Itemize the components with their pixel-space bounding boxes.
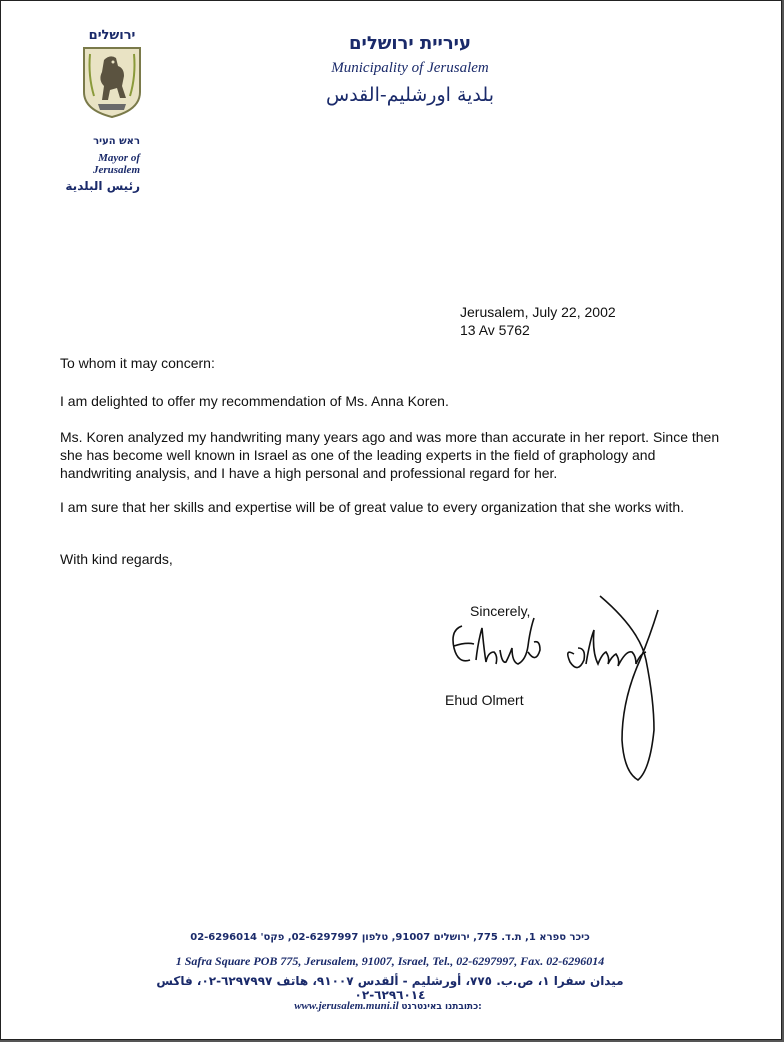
letter-date xyxy=(460,303,616,339)
mayor-title-line1: Mayor of xyxy=(98,152,140,164)
signer-name: Ehud Olmert xyxy=(445,692,524,708)
mayor-title-arabic: رئيس البلدية xyxy=(65,179,140,193)
footer-address-hebrew: כיכר ספרא 1, ת.ד. 775, ירושלים 91007, טלפון 02-6297997, פקס' 02-6296014 xyxy=(190,932,590,943)
municipality-title-hebrew: עיריית ירושלים xyxy=(349,33,471,54)
website-label-hebrew: כתובתנו באינטרנט: xyxy=(401,1002,482,1012)
handwritten-signature xyxy=(440,590,700,790)
municipality-title-arabic: بلدية اورشليم-القدس xyxy=(326,84,494,106)
date-hebrew: 13 Av 5762 xyxy=(460,322,530,338)
footer-website xyxy=(120,1000,660,1012)
sincerely-text: Sincerely, xyxy=(470,603,531,619)
paragraph-background: Ms. Koren analyzed my handwriting many years ago and was more than accurate in her report. Since then she has become well known in Israel as one of the leading experts in the field of graphology and handwriting analysis, and I have a high personal and professional regard for her. xyxy=(60,429,720,481)
lion-shield-icon xyxy=(80,46,144,118)
date-gregorian: Jerusalem, July 22, 2002 xyxy=(460,304,616,320)
paragraph-recommendation: I am delighted to offer my recommendation of Ms. Anna Koren. xyxy=(60,393,449,409)
paragraph-value: I am sure that her skills and expertise will be of great value to every organization that she works with. xyxy=(60,499,685,515)
website-url[interactable]: www.jerusalem.muni.il xyxy=(294,1000,399,1012)
municipality-title-english: Municipality of Jerusalem xyxy=(331,60,489,76)
mayor-title-english xyxy=(60,152,140,176)
footer-address-english: 1 Safra Square POB 775, Jerusalem, 91007, Israel, Tel., 02-6297997, Fax. 02-6296014 xyxy=(175,954,605,968)
mayor-title-line2: Jerusalem xyxy=(92,164,140,176)
footer-address-arabic: ميدان سفرا ١، ص.ب. ٧٧٥، أورشليم - ألقدس ٩١٠٠٧، هاتف ٦٢٩٧٩٩٧-٠٢، فاكس ٦٢٩٦٠١٤-٠٢ xyxy=(156,974,624,1002)
closing-regards: With kind regards, xyxy=(60,551,173,567)
mayor-title-hebrew: ראש העיר xyxy=(93,136,140,147)
jerusalem-emblem xyxy=(80,28,144,118)
salutation: To whom it may concern: xyxy=(60,355,215,371)
emblem-hebrew-text: ירושלים xyxy=(88,28,136,43)
